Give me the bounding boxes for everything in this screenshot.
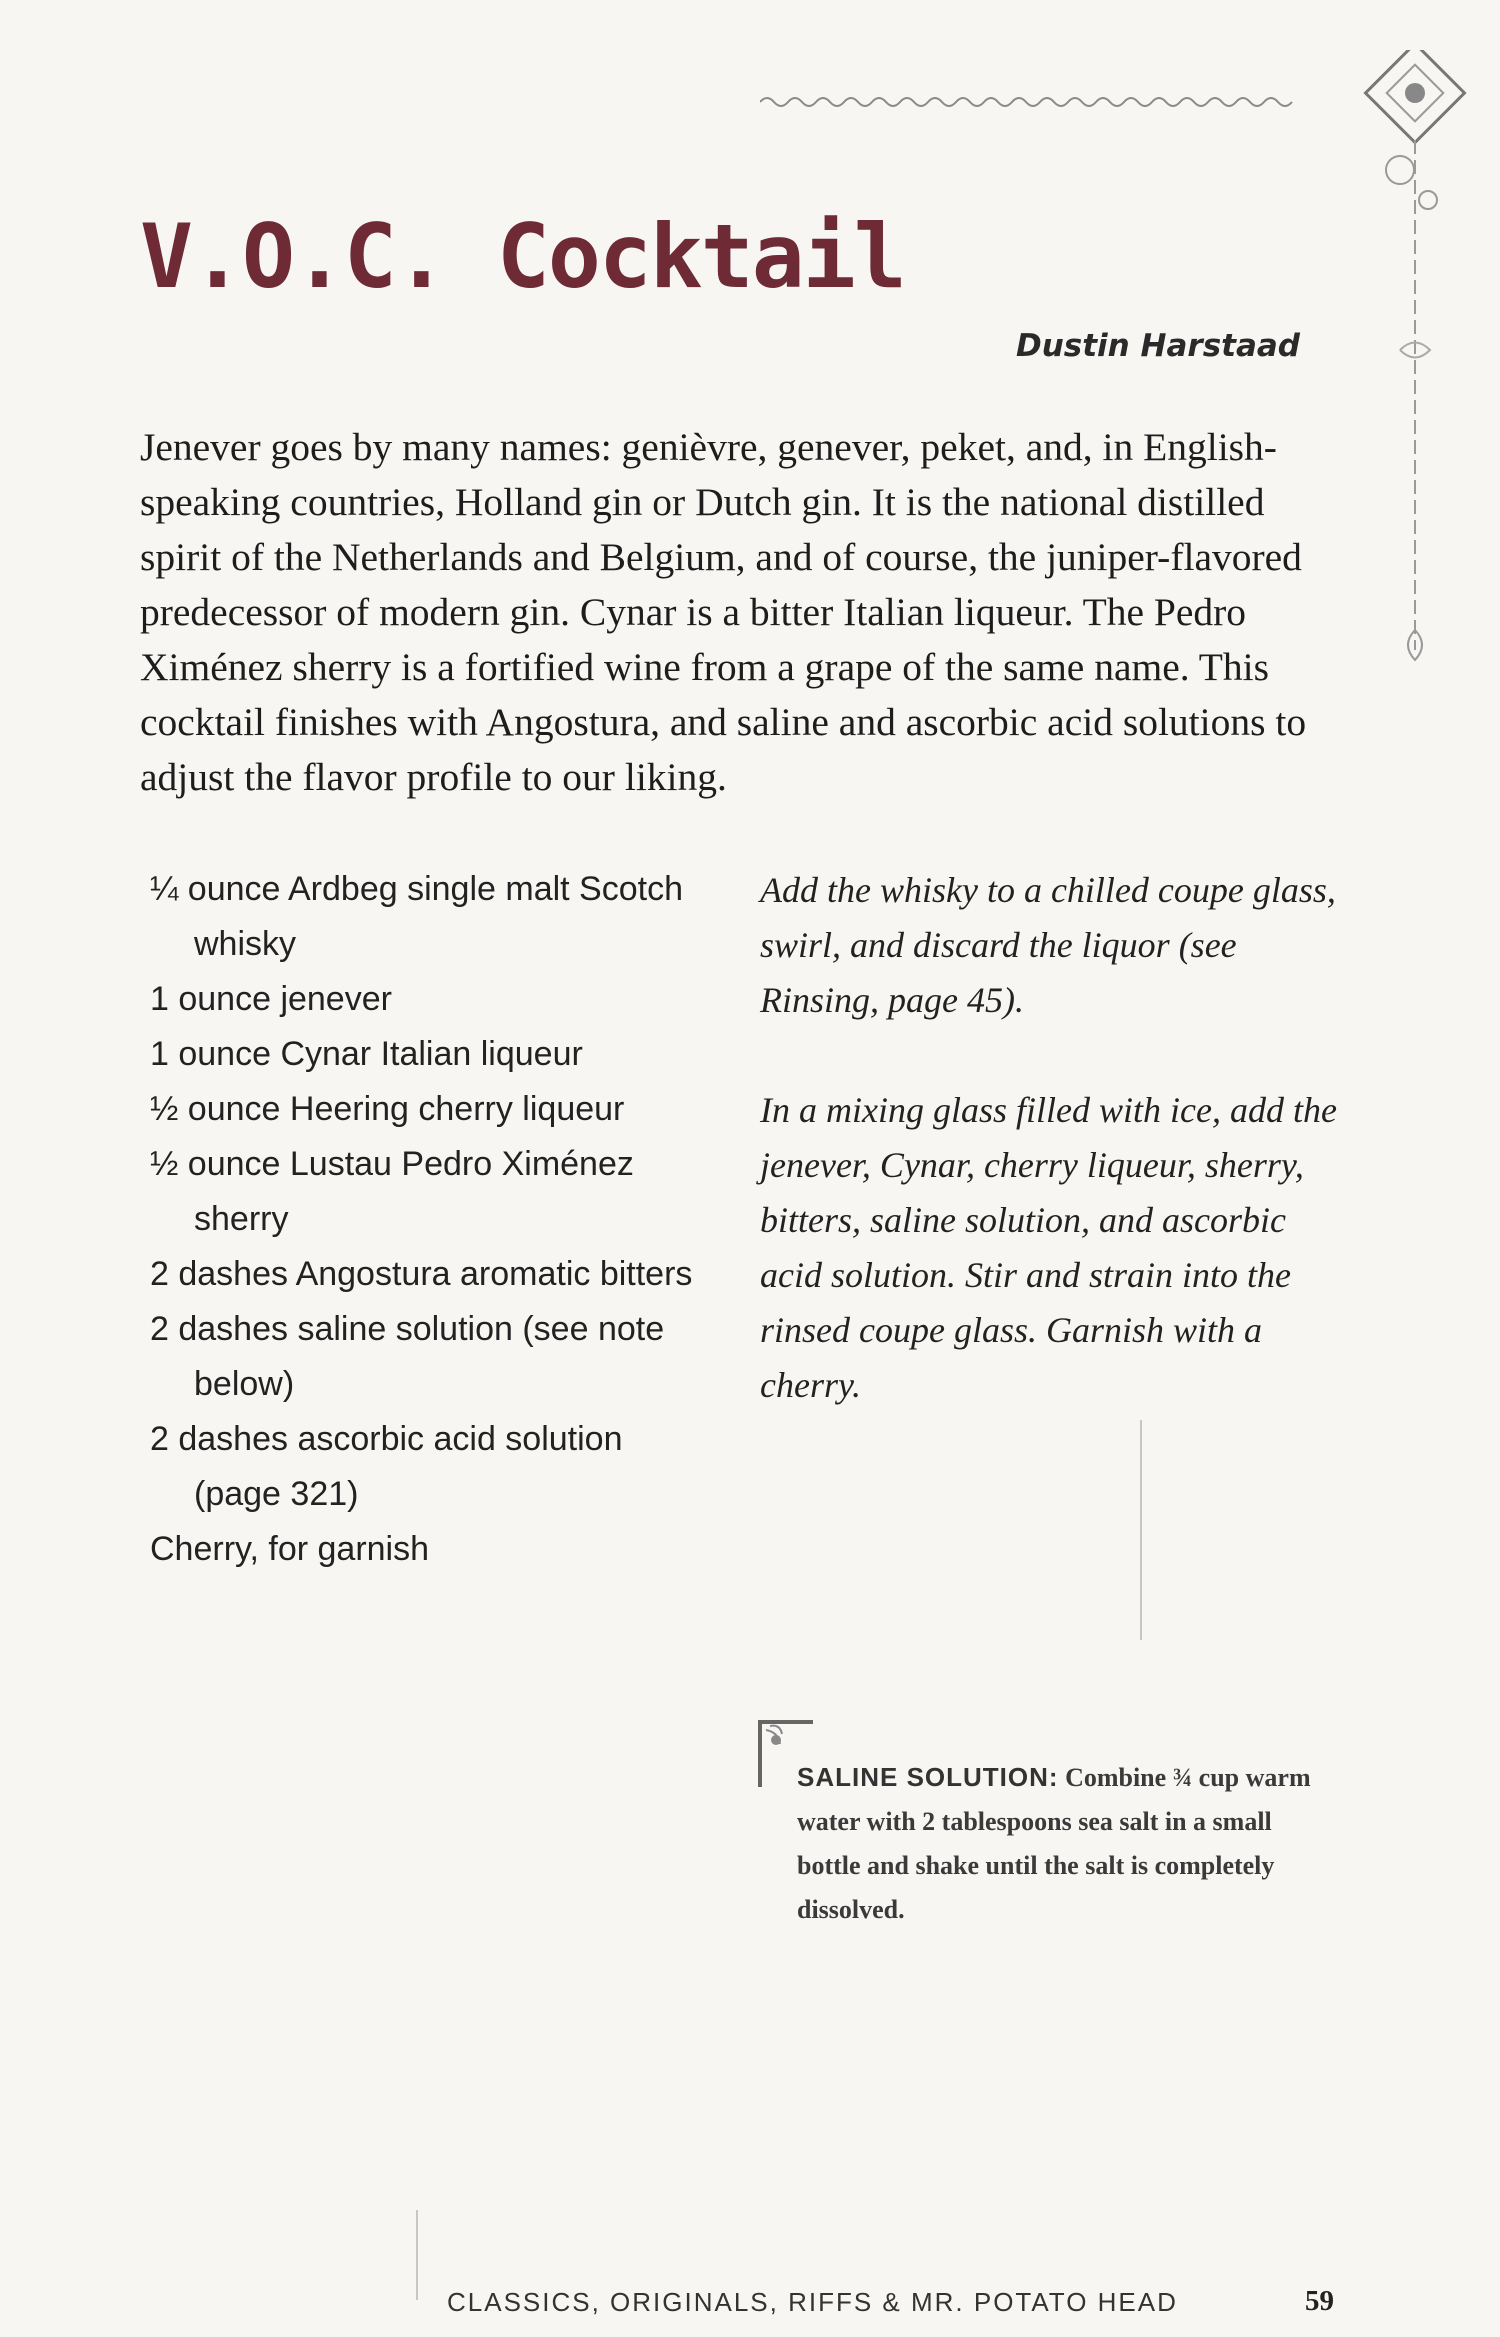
ingredient-item: Cherry, for garnish: [150, 1530, 430, 1568]
ingredient-item: ¼ ounce Ardbeg single malt Scotch whisky: [150, 870, 683, 963]
wave-ornament-icon: [760, 80, 1320, 120]
ingredient-item: 1 ounce jenever: [150, 980, 392, 1018]
note-text: Combine ¾ cup warm water with 2 tablespoons sea salt in a small bottle and shake until the salt is completely dissolved.: [797, 1763, 1311, 1924]
recipe-title: V.O.C. Cocktail: [140, 205, 905, 308]
ingredient-list: [150, 862, 710, 1577]
recipe-author: Dustin Harstaad: [1015, 328, 1300, 364]
page-number: 59: [1305, 2285, 1334, 2317]
method-step: Add the whisky to a chilled coupe glass, swirl, and discard the liquor (see Rinsing, page 45).: [760, 870, 1336, 1020]
margin-mark: [1140, 1420, 1142, 1640]
note-label: SALINE SOLUTION:: [797, 1762, 1059, 1792]
footer-section-title: CLASSICS, ORIGINALS, RIFFS & MR. POTATO HEAD: [447, 2287, 1178, 2317]
method-step: In a mixing glass filled with ice, add the jenever, Cynar, cherry liqueur, sherry, bitters, saline solution, and ascorbic acid solution. Stir and strain into the rinsed coupe glass. Garnish with a cherry.: [760, 1090, 1337, 1405]
ingredient-item: 2 dashes ascorbic acid solution (page 321): [150, 1420, 623, 1513]
ingredient-item: 2 dashes Angostura aromatic bitters: [150, 1255, 693, 1293]
ingredient-item: ½ ounce Lustau Pedro Ximénez sherry: [150, 1145, 634, 1238]
ingredient-item: 1 ounce Cynar Italian liqueur: [150, 1035, 583, 1073]
ingredient-item: ½ ounce Heering cherry liqueur: [150, 1090, 625, 1128]
corner-flourish-icon: [1320, 50, 1470, 690]
ingredient-item: 2 dashes saline solution (see note below): [150, 1310, 665, 1403]
method-instructions: [760, 863, 1350, 1468]
margin-mark: [416, 2210, 418, 2300]
saline-note: [797, 1755, 1317, 1932]
intro-paragraph: Jenever goes by many names: genièvre, genever, peket, and, in English-speaking countries, Holland gin or Dutch gin. It is the national distilled spirit of the Netherlands and Belgium, and of course, the juniper-flavored predecessor of modern gin. Cynar is a bitter Italian liqueur. The Pedro Ximénez sherry is a fortified wine from a grape of the same name. This cocktail finishes with Angostura, and saline and ascorbic acid solutions to adjust the flavor profile to our liking.: [140, 425, 1307, 799]
